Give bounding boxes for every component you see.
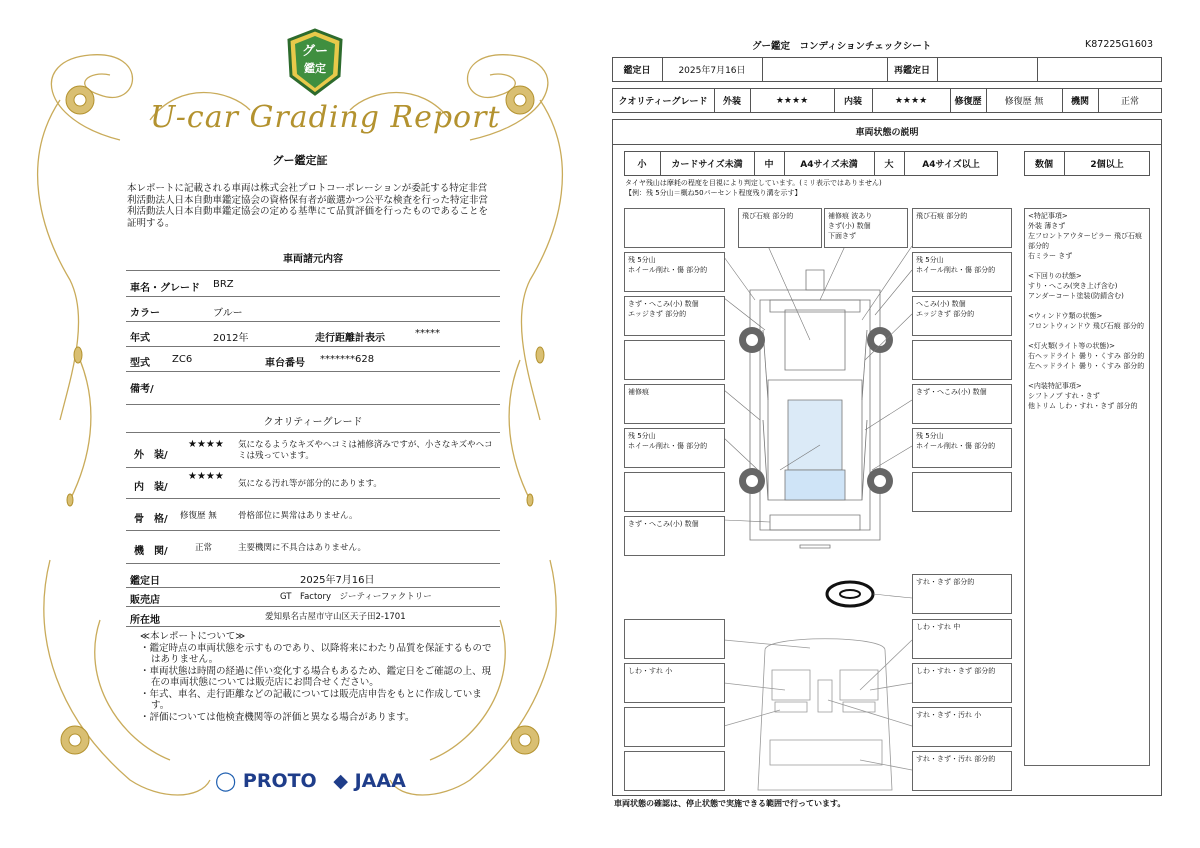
ext-box-right-5: きず・へこみ(小) 数個	[912, 384, 1012, 424]
badge-text-goo: グー	[301, 44, 328, 59]
mileage-value: *****	[415, 328, 440, 339]
date-label: 鑑定日	[623, 66, 651, 76]
ext-box-top-3: 飛び石痕 部分的	[912, 208, 1012, 248]
legend-count-desc: 2個以上	[1090, 160, 1124, 170]
certificate-intro: 本レポートに記載される車両は株式会社プロトコーポレーションが委託する特定非営利活動法人日本自動車鑑定協会の資格保有者が厳選かつ公平な検査を行った特定非営利活動法人日本自動車鑑定協会の定める基準にて品質評価を行ったものであることを証明する。	[127, 183, 489, 229]
interior-label: 内 装/	[134, 482, 168, 493]
year-label: 年式	[130, 333, 150, 344]
engine-description: 主要機関に不具合はありません。	[238, 543, 367, 553]
redate-label: 再鑑定日	[893, 66, 930, 76]
appraisal-date-label: 鑑定日	[130, 576, 160, 587]
int-box-left-3: しわ・すれ 小	[624, 663, 725, 703]
note-line: <内装特記事項>	[1028, 382, 1082, 390]
divider	[126, 587, 500, 588]
certificate-title: グー鑑定証	[272, 154, 328, 167]
ext-box-right-6: 残 5分山 ホイール削れ・傷 部分的	[912, 428, 1012, 468]
divider	[126, 432, 500, 433]
divider	[126, 270, 500, 271]
divider	[126, 467, 500, 468]
divider	[126, 563, 500, 564]
year-value: 2012年	[213, 333, 249, 344]
ext-box-left-8: きず・へこみ(小) 数個	[624, 516, 725, 556]
name-grade-label: 車名・グレード	[130, 283, 200, 294]
model-label: 型式	[130, 358, 150, 369]
ext-label: 外装	[722, 97, 741, 107]
divider	[126, 530, 500, 531]
int-box-left-5	[624, 751, 725, 791]
int-stars: ★★★★	[894, 95, 928, 106]
legend-small: 小	[637, 160, 647, 170]
note-line: 外装 薄きず	[1028, 222, 1066, 230]
quality-section-title: クオリティーグレード	[263, 417, 363, 428]
report-script-title: U-car Grading Report	[150, 100, 501, 135]
note-line: アンダーコート塗装(防錆含む)	[1028, 292, 1124, 300]
int-box-steering: すれ・きず 部分的	[912, 574, 1012, 614]
legend-large-desc: A4サイズ以上	[922, 160, 980, 170]
interior-stars: ★★★★	[188, 471, 224, 482]
footer-note: 車両状態の確認は、停止状態で実施できる範囲で行っています。	[614, 799, 846, 808]
frame-value: 修復歴 無	[180, 511, 217, 521]
interior-description: 気になる汚れ等が部分的にあります。	[238, 479, 382, 489]
note-item: ・年式、車名、走行距離などの記載については販売店申告をもとに作成しています。	[140, 688, 482, 711]
ext-box-left-7	[624, 472, 725, 512]
badge-text-kantei: 鑑定	[304, 62, 326, 75]
note-item: ・鑑定時点の車両状態を示すものであり、以降将来にわたり品質を保証するものではありません。	[140, 642, 492, 665]
divider	[126, 626, 500, 627]
frame-label: 骨 格/	[134, 514, 168, 525]
ext-box-right-3: へこみ(小) 数個 エッジきず 部分的	[912, 296, 1012, 336]
goo-appraisal-badge-icon	[285, 28, 345, 98]
engine-value: 正常	[195, 543, 213, 553]
ext-box-left-2: 残 5分山 ホイール削れ・傷 部分的	[624, 252, 725, 292]
ext-box-right-7	[912, 472, 1012, 512]
legend-medium-desc: A4サイズ未満	[800, 160, 858, 170]
divider	[126, 606, 500, 607]
int-box-right-4: すれ・きず・汚れ 小	[912, 707, 1012, 747]
divider	[126, 296, 500, 297]
ext-box-left-4	[624, 340, 725, 380]
engine-label: 機 関/	[134, 546, 168, 557]
ext-box-top-2: 補修痕 波あり きず(小) 数個 下面きず	[824, 208, 908, 248]
address-value: 愛知県名古屋市守山区天子田2-1701	[265, 612, 406, 622]
note-item: ・車両状態は時間の経過に伴い変化する場合もあるため、鑑定日をご確認の上、現在の車両状態については販売店にお問合せください。	[140, 665, 492, 688]
frame-description: 骨格部位に異常はありません。	[238, 511, 358, 521]
condition-check-sheet	[600, 0, 1200, 848]
name-grade-value: BRZ	[213, 279, 234, 290]
ext-box-left-3: きず・へこみ(小) 数個 エッジきず 部分的	[624, 296, 725, 336]
note-line: 右ヘッドライト 曇り・くすみ 部分的	[1028, 352, 1145, 360]
note-line: <下回りの状態>	[1028, 272, 1082, 280]
color-value: ブルー	[213, 308, 243, 319]
ext-box-left-6: 残 5分山 ホイール削れ・傷 部分的	[624, 428, 725, 468]
legend-large: 大	[884, 160, 894, 170]
divider	[126, 346, 500, 347]
sheet-title: グー鑑定 コンディションチェックシート	[752, 41, 932, 52]
note-line: 左フロントアウターピラー 飛び石痕 部分的	[1028, 232, 1142, 250]
address-label: 所在地	[130, 615, 160, 626]
ext-box-top-1: 飛び石痕 部分的	[738, 208, 822, 248]
int-box-right-2: しわ・すれ 中	[912, 619, 1012, 659]
special-notes-box	[1024, 208, 1150, 766]
note-line: 左ヘッドライト 曇り・くすみ 部分的	[1028, 362, 1145, 370]
ext-box-right-2: 残 5分山 ホイール削れ・傷 部分的	[912, 252, 1012, 292]
note-item: ・評価については他検査機関等の評価と異なる場合があります。	[140, 711, 415, 723]
legend-medium: 中	[764, 160, 774, 170]
condition-section-title: 車両状態の説明	[855, 128, 919, 138]
note-line: <灯火類(ライト等の状態)>	[1028, 342, 1115, 350]
engine-value: 正常	[1120, 97, 1139, 107]
legend-count: 数個	[1034, 160, 1053, 170]
legend-small-desc: カードサイズ未満	[671, 160, 743, 170]
date-value: 2025年7月16日	[678, 66, 746, 76]
footer-logos	[215, 770, 406, 792]
exterior-description: 気になるようなキズやヘコミは補修済みですが、小さなキズやヘコミは残っています。	[238, 440, 493, 461]
int-box-right-3: しわ・すれ・きず 部分的	[912, 663, 1012, 703]
remarks-label: 備考/	[130, 384, 154, 395]
exterior-label: 外 装/	[134, 450, 168, 461]
mileage-label: 走行距離計表示	[315, 333, 385, 344]
ext-box-left-1	[624, 208, 725, 248]
report-notes	[140, 631, 495, 723]
ext-box-left-5: 補修痕	[624, 384, 725, 424]
tire-note: タイヤ残山は摩耗の程度を目視により判定しています。(ミリ表示ではありません)	[625, 179, 882, 187]
note-line: 右ミラー きず	[1028, 252, 1073, 260]
note-line: 他トリム しわ・すれ・きず 部分的	[1028, 402, 1138, 410]
quality-grade-label: クオリティーグレード	[618, 97, 708, 107]
color-label: カラー	[130, 308, 160, 319]
chassis-value: *******628	[320, 354, 375, 365]
int-label: 内装	[843, 97, 862, 107]
notes-title: ≪本レポートについて≫	[140, 631, 246, 642]
chassis-label: 車台番号	[265, 358, 305, 369]
tire-example: 【例：残 5分山＝概ね50パーセント程度残り溝を示す】	[625, 189, 802, 197]
jaaa-logo-text: JAAA	[354, 770, 406, 792]
specs-section-title: 車両諸元内容	[283, 254, 343, 265]
appraisal-date-value: 2025年7月16日	[300, 575, 375, 586]
divider	[126, 371, 500, 372]
proto-logo-text: PROTO	[242, 770, 317, 792]
exterior-stars: ★★★★	[188, 439, 224, 450]
document-id: K87225G1603	[1085, 39, 1153, 50]
int-box-left-2	[624, 619, 725, 659]
note-line: すり・へこみ(突き上げ含む)	[1028, 282, 1118, 290]
int-box-left-4	[624, 707, 725, 747]
note-line: シフトノブ すれ・きず	[1028, 392, 1100, 400]
ext-stars: ★★★★	[775, 95, 809, 106]
divider	[126, 321, 500, 322]
jaaa-logo-icon: ◆	[333, 770, 348, 792]
model-value: ZC6	[172, 354, 193, 365]
repair-value: 修復歴 無	[1004, 97, 1044, 107]
repair-label: 修復歴	[954, 97, 982, 107]
int-box-right-5: すれ・きず・汚れ 部分的	[912, 751, 1012, 791]
note-line: <特記事項>	[1028, 212, 1068, 220]
note-line: フロントウィンドウ 飛び石痕 部分的	[1028, 322, 1145, 330]
engine-label: 機関	[1070, 97, 1089, 107]
dealer-label: 販売店	[130, 595, 160, 606]
proto-logo-icon: ◯	[215, 770, 237, 792]
divider	[126, 498, 500, 499]
divider	[126, 404, 500, 405]
note-line: <ウィンドウ類の状態>	[1028, 312, 1103, 320]
dealer-value: GT Factory ジーティーファクトリー	[280, 592, 432, 602]
ext-box-right-4	[912, 340, 1012, 380]
